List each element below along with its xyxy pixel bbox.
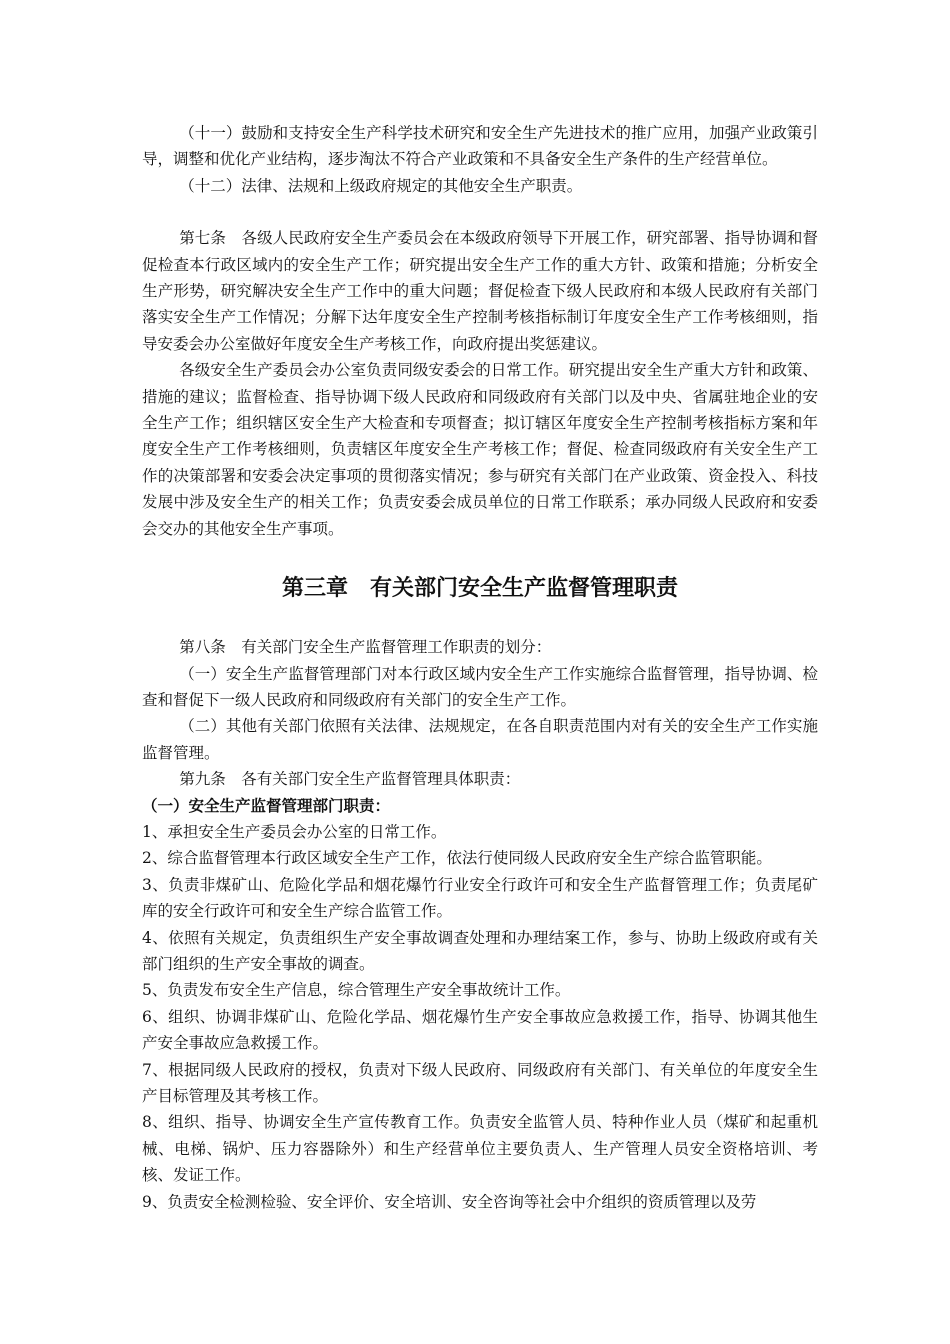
duty-item-3: 3、负责非煤矿山、危险化学品和烟花爆竹行业安全行政许可和安全生产监督管理工作；负责尾矿库的安全行政许可和安全生产综合监管工作。 [142, 875, 818, 921]
chapter-title: 第三章 有关部门安全生产监督管理职责 [281, 576, 678, 602]
document-page [142, 120, 818, 1215]
duty-item-9: 9、负责安全检测检验、安全评价、安全培训、安全咨询等社会中介组织的资质管理以及劳 [142, 1192, 757, 1211]
article-7-paragraph: 第七条 各级人民政府安全生产委员会在本级政府领导下开展工作，研究部署、指导协调和督促检查本行政区域内的安全生产工作；研究提出安全生产工作的重大方针、政策和措施；分析安全生产形势，研究解决安全生产工作中的重大问题；督促检查下级人民政府和本级人民政府有关部门落实安全生产工作情况；分解下达年度安全生产控制考核指标制订年度安全生产工作考核细则，指导安委会办公室做好年度安全生产考核工作，向政府提出奖惩建议。 [142, 229, 818, 353]
duty-item-4: 4、依照有关规定，负责组织生产安全事故调查处理和办理结案工作，参与、协助上级政府或有关部门组织的生产安全事故的调查。 [142, 928, 818, 973]
section-heading: （一）安全生产监督管理部门职责： [142, 795, 391, 815]
duty-item-5: 5、负责发布安全生产信息，综合管理生产安全事故统计工作。 [142, 981, 571, 1000]
duty-item-7: 7、根据同级人民政府的授权，负责对下级人民政府、同级政府有关部门、有关单位的年度安全生产目标管理及其考核工作。 [142, 1060, 818, 1105]
article-9-heading: 第九条 各有关部门安全生产监督管理具体职责： [179, 770, 521, 789]
article-8-heading: 第八条 有关部门安全生产监督管理工作职责的划分： [179, 638, 552, 657]
article-8-item-2: （二）其他有关部门依照有关法律、法规规定，在各自职责范围内对有关的安全生产工作实施监督管理。 [142, 717, 818, 762]
paragraph-item-12: （十二）法律、法规和上级政府规定的其他安全生产职责。 [179, 176, 583, 195]
article-8-item-1: （一）安全生产监督管理部门对本行政区域内安全生产工作实施综合监督管理，指导协调、检查和督促下一级人民政府和同级政府有关部门的安全生产工作。 [142, 664, 818, 709]
article-7-office-paragraph: 各级安全生产委员会办公室负责同级安委会的日常工作。研究提出安全生产重大方针和政策、措施的建议；监督检查、指导协调下级人民政府和同级政府有关部门以及中央、省属驻地企业的安全生产工作；组织辖区安全生产大检查和专项督查；拟订辖区年度安全生产控制考核指标方案和年度安全生产工作考核细则，负责辖区年度安全生产考核工作；督促、检查同级政府有关安全生产工作的决策部署和安委会决定事项的贯彻落实情况；参与研究有关部门在产业政策、资金投入、科技发展中涉及安全生产的相关工作；负责安委会成员单位的日常工作联系；承办同级人民政府和安委会交办的其他安全生产事项。 [142, 361, 818, 538]
paragraph-gap [142, 199, 818, 225]
section-gap [142, 542, 818, 574]
duty-item-1: 1、承担安全生产委员会办公室的日常工作。 [142, 822, 447, 841]
section-gap [142, 604, 818, 634]
duty-item-6: 6、组织、协调非煤矿山、危险化学品、烟花爆竹生产安全事故应急救援工作，指导、协调其他生产安全事故应急救援工作。 [142, 1007, 818, 1053]
duty-item-2: 2、综合监督管理本行政区域安全生产工作，依法行使同级人民政府安全生产综合监管职能。 [142, 849, 772, 868]
paragraph-item-11: （十一）鼓励和支持安全生产科学技术研究和安全生产先进技术的推广应用，加强产业政策引导，调整和优化产业结构，逐步淘汰不符合产业政策和不具备安全生产条件的生产经营单位。 [142, 124, 818, 169]
duty-item-8: 8、组织、指导、协调安全生产宣传教育工作。负责安全监管人员、特种作业人员（煤矿和起重机械、电梯、锅炉、压力容器除外）和生产经营单位主要负责人、生产管理人员安全资格培训、考核、发证工作。 [142, 1113, 818, 1185]
